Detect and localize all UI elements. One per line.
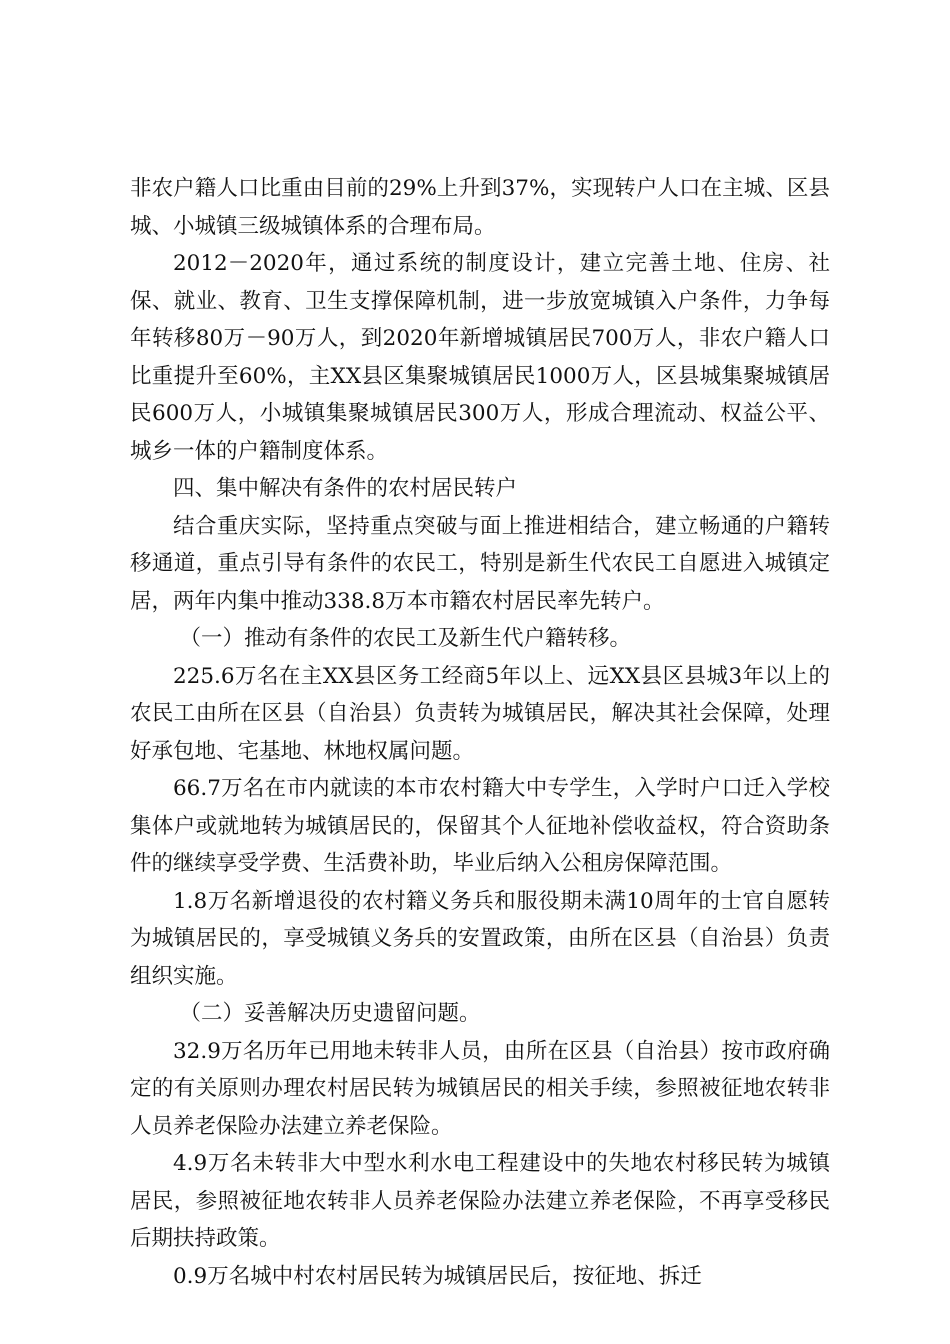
paragraph-intro-continued: 非农户籍人口比重由目前的29%上升到37%，实现转户人口在主城、区县城、小城镇三级城镇体系的合理布局。 [130, 176, 830, 239]
paragraph-2012-2020-plan: 2012－2020年，通过系统的制度设计，建立完善土地、住房、社保、就业、教育、卫生支撑保障机制，进一步放宽城镇入户条件，力争每年转移80万－90万人，到2020年新增城镇居民700万人，非农户籍人口比重提升至60%，主XX县区集聚城镇居民1000万人，区县城集聚城镇居民600万人，小城镇集聚城镇居民300万人，形成合理流动、权益公平、城乡一体的户籍制度体系。 [130, 251, 830, 464]
paragraph-hydro-migrants: 4.9万名未转非大中型水利水电工程建设中的失地农村移民转为城镇居民，参照被征地农转非人员养老保险办法建立养老保险，不再享受移民后期扶持政策。 [130, 1151, 830, 1251]
paragraph-section-4-intro: 结合重庆实际，坚持重点突破与面上推进相结合，建立畅通的户籍转移通道，重点引导有条件的农民工，特别是新生代农民工自愿进入城镇定居，两年内集中推动338.8万本市籍农村居民率先转户。 [130, 513, 830, 614]
paragraph-veterans: 1.8万名新增退役的农村籍义务兵和服役期未满10周年的士官自愿转为城镇居民的，享受城镇义务兵的安置政策，由所在区县（自治县）负责组织实施。 [130, 888, 830, 989]
subsection-heading-2: （二）妥善解决历史遗留问题。 [179, 1001, 481, 1026]
paragraph-migrant-workers: 225.6万名在主XX县区务工经商5年以上、远XX县区县城3年以上的农民工由所在区县（自治县）负责转为城镇居民，解决其社会保障，处理好承包地、宅基地、林地权属问题。 [130, 663, 830, 764]
document-body [130, 170, 830, 1295]
paragraph-students: 66.7万名在市内就读的本市农村籍大中专学生，入学时户口迁入学校集体户或就地转为城镇居民的，保留其个人征地补偿收益权，符合资助条件的继续享受学费、生活费补助，毕业后纳入公租房保障范围。 [130, 776, 830, 876]
section-heading-4: 四、集中解决有条件的农村居民转户 [173, 476, 518, 501]
paragraph-land-use: 32.9万名历年已用地未转非人员，由所在区县（自治县）按市政府确定的有关原则办理农村居民转为城镇居民的相关手续，参照被征地农转非人员养老保险办法建立养老保险。 [130, 1038, 830, 1139]
subsection-heading-1: （一）推动有条件的农民工及新生代户籍转移。 [179, 626, 631, 651]
paragraph-urban-village: 0.9万名城中村农村居民转为城镇居民后，按征地、拆迁 [173, 1263, 702, 1289]
